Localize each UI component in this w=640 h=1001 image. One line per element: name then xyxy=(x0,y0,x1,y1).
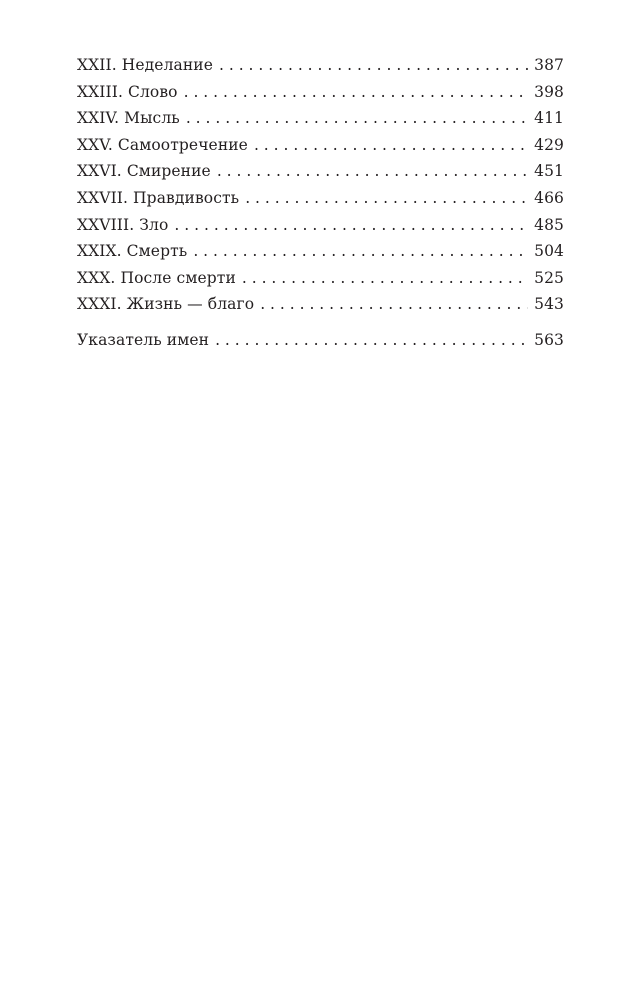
dot-leader xyxy=(260,291,528,318)
toc-entry[interactable] xyxy=(77,212,564,239)
dot-leader xyxy=(217,158,528,185)
toc-entry[interactable] xyxy=(77,238,564,265)
toc-entry-title: XXVII. Правдивость xyxy=(77,188,240,207)
toc-entry-page: 543 xyxy=(534,295,564,314)
toc-entry[interactable] xyxy=(77,291,564,318)
dot-leader xyxy=(215,327,528,354)
toc-entry-title: XXII. Неделание xyxy=(77,56,213,74)
toc-entry-title: XXVI. Смирение xyxy=(77,162,211,181)
dot-leader xyxy=(186,105,528,132)
toc-entry[interactable] xyxy=(77,185,564,212)
toc-entry-title: XXXI. Жизнь — благо xyxy=(77,295,255,314)
toc-entry-page: 485 xyxy=(534,215,564,234)
toc-spacer xyxy=(77,318,564,327)
toc-entry[interactable] xyxy=(77,265,564,292)
toc-entry-title: XXVIII. Зло xyxy=(77,215,169,234)
dot-leader xyxy=(254,132,528,159)
toc-entry-page: 466 xyxy=(534,188,564,207)
toc-entry[interactable] xyxy=(77,158,564,185)
toc-entry-title: Указатель имен xyxy=(77,330,210,349)
toc-index-entry[interactable] xyxy=(77,327,564,354)
toc-entry-page: 387 xyxy=(534,56,564,74)
dot-leader xyxy=(219,52,528,79)
toc-entry-title: XXX. После смерти xyxy=(77,268,236,287)
toc-entry-title: XXIII. Слово xyxy=(77,82,178,101)
toc-entry-page: 504 xyxy=(534,242,564,261)
toc-entry[interactable] xyxy=(77,132,564,159)
toc-entry[interactable] xyxy=(77,105,564,132)
toc-entry-page: 563 xyxy=(534,330,564,349)
toc-entry-page: 451 xyxy=(534,162,564,181)
dot-leader xyxy=(242,265,528,292)
toc-entry-page: 525 xyxy=(534,268,564,287)
toc-entry-title: XXV. Самоотречение xyxy=(77,135,248,154)
dot-leader xyxy=(174,212,528,239)
toc-entry-title: XXIV. Мысль xyxy=(77,109,180,128)
toc-entry-page: 411 xyxy=(534,109,564,128)
toc-entry-page: 429 xyxy=(534,135,564,154)
dot-leader xyxy=(184,79,529,106)
toc-entry-page: 398 xyxy=(534,82,564,101)
toc-entry[interactable] xyxy=(77,79,564,106)
toc-entry-title: XXIX. Смерть xyxy=(77,242,188,261)
dot-leader xyxy=(193,238,528,265)
toc-entry[interactable] xyxy=(77,52,564,79)
table-of-contents xyxy=(77,52,564,354)
dot-leader xyxy=(245,185,528,212)
